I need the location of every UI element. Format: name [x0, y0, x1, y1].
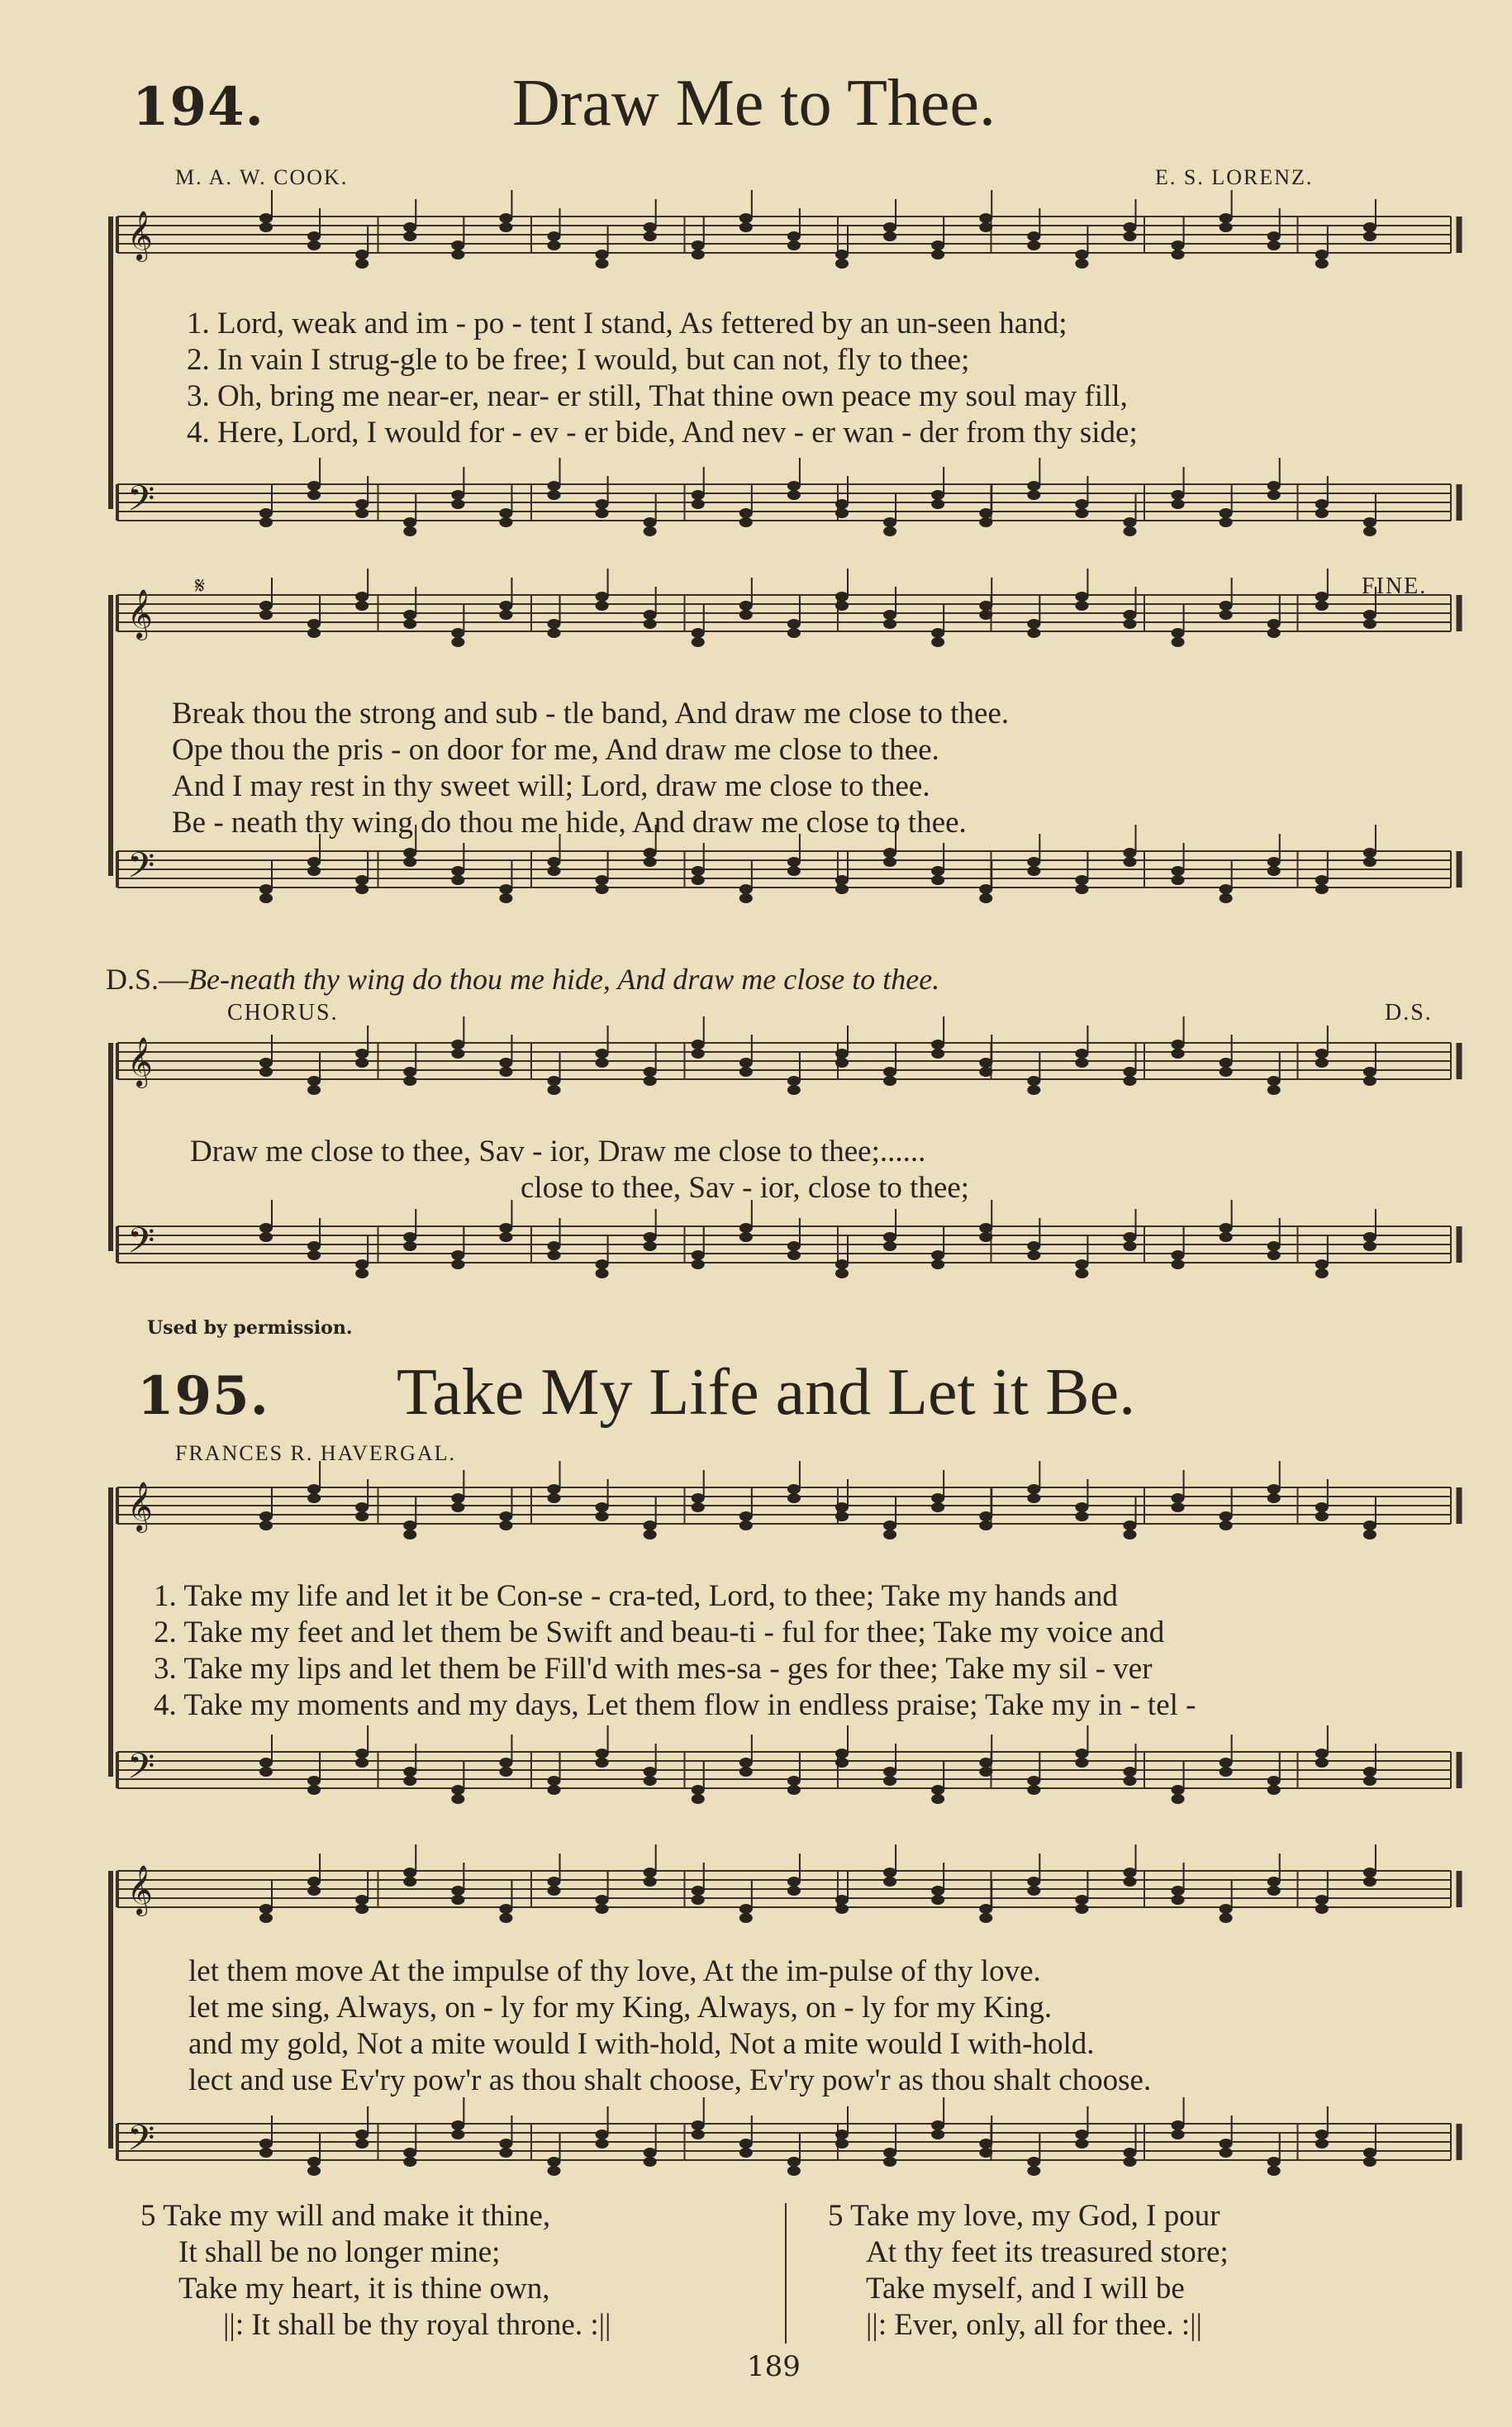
lyric-line: 1. Lord, weak and im - po - tent I stand, As fettered by an un-seen hand;: [187, 307, 1067, 340]
lyric-line: Draw me close to thee, Sav - ior, Draw me close to thee;......: [190, 1135, 926, 1168]
svg-text:𝄞: 𝄞: [127, 1865, 153, 1915]
permission-note: Used by permission.: [147, 1317, 353, 1339]
column-divider: [785, 2203, 787, 2344]
ds-prefix: D.S.—: [106, 963, 189, 996]
lyric-line: and my gold, Not a mite would I with-hold, Not a mite would I with-hold.: [188, 2027, 1095, 2061]
stanza-line: 5 Take my will and make it thine,: [140, 2199, 551, 2233]
svg-text:𝄢: 𝄢: [127, 1221, 155, 1270]
svg-text:𝄞: 𝄞: [127, 211, 153, 260]
ds-line: Be-neath thy wing do thou me hide, And draw me close to thee.: [188, 963, 940, 996]
hymn-composer: E. S. LORENZ.: [1155, 165, 1314, 189]
svg-text:𝄢: 𝄢: [127, 2118, 155, 2168]
lyric-line: Break thou the strong and sub - tle band, And draw me close to thee.: [172, 697, 1010, 730]
hymn-author: M. A. W. COOK.: [175, 165, 349, 189]
lyric-line: 4. Here, Lord, I would for - ev - er bide, And nev - er wan - der from thy side;: [187, 416, 1138, 450]
ds-instruction: [106, 962, 939, 997]
svg-text:𝄢: 𝄢: [127, 478, 155, 528]
stanza-line: 5 Take my love, my God, I pour: [828, 2199, 1220, 2233]
lyric-line: Be - neath thy wing do thou me hide, And draw me close to thee.: [172, 806, 967, 840]
svg-text:𝄞: 𝄞: [127, 1037, 153, 1087]
lyric-line: 2. Take my feet and let them be Swift and beau-ti - ful for thee; Take my voice and: [154, 1616, 1165, 1649]
stanza-line: ||: It shall be thy royal throne. :||: [223, 2308, 611, 2342]
hymn195-verse-block-1: [154, 1578, 1196, 1724]
stanza5-left: [140, 2198, 611, 2344]
stanza-line: Take my heart, it is thine own,: [178, 2272, 550, 2306]
svg-text:𝄢: 𝄢: [127, 845, 155, 895]
stanza-line: It shall be no longer mine;: [178, 2235, 501, 2269]
lyric-line: lect and use Ev'ry pow'r as thou shalt choose, Ev'ry pow'r as thou shalt choose.: [188, 2063, 1152, 2097]
fine-mark: FINE.: [1362, 573, 1428, 599]
hymn194-verse-block-2: [172, 696, 1009, 841]
stanza-line: ||: Ever, only, all for thee. :||: [866, 2308, 1202, 2342]
lyric-line: 4. Take my moments and my days, Let them flow in endless praise; Take my in - tel -: [154, 1688, 1196, 1722]
lyric-line: 3. Oh, bring me near-er, near- er still, That thine own peace my soul may fill,: [187, 379, 1128, 413]
hymn-title: Draw Me to Thee.: [512, 67, 996, 140]
lyric-line: let them move At the impulse of thy love, At the im-pulse of thy love.: [188, 1954, 1041, 1988]
svg-text:𝄞: 𝄞: [127, 1482, 153, 1531]
hymn-number: 195.: [137, 1365, 269, 1427]
chorus-label: CHORUS.: [227, 1000, 339, 1026]
hymn-title: Take My Life and Let it Be.: [397, 1356, 1136, 1429]
chorus-ds-mark: D.S.: [1385, 1000, 1433, 1026]
lyric-line: 1. Take my life and let it be Con-se - cra-ted, Lord, to thee; Take my hands and: [154, 1579, 1118, 1613]
lyric-line: close to thee, Sav - ior, close to thee;: [521, 1171, 970, 1205]
page-number: 189: [747, 2350, 801, 2383]
lyric-line: 3. Take my lips and let them be Fill'd with mes-sa - ges for thee; Take my sil - ver: [154, 1652, 1153, 1686]
segno-mark: 𝄋: [195, 573, 207, 599]
lyric-line: let me sing, Always, on - ly for my King, Always, on - ly for my King.: [188, 1991, 1053, 2025]
lyric-line: 2. In vain I strug-gle to be free; I would, but can not, fly to thee;: [187, 343, 970, 377]
svg-text:𝄞: 𝄞: [127, 589, 153, 639]
hymn195-verse-block-2: [188, 1953, 1151, 2099]
stanza5-right: [828, 2198, 1229, 2344]
chorus-lyrics: [190, 1134, 969, 1206]
lyric-line: Ope thou the pris - on door for me, And draw me close to thee.: [172, 733, 939, 767]
lyric-line: And I may rest in thy sweet will; Lord, draw me close to thee.: [172, 769, 930, 803]
svg-text:𝄢: 𝄢: [127, 1746, 155, 1796]
stanza-line: Take myself, and I will be: [866, 2272, 1185, 2306]
hymn-author: FRANCES R. HAVERGAL.: [175, 1441, 457, 1465]
hymn-number: 194.: [132, 76, 264, 138]
stanza-line: At thy feet its treasured store;: [866, 2235, 1229, 2269]
hymn194-verse-block-1: [187, 306, 1138, 451]
